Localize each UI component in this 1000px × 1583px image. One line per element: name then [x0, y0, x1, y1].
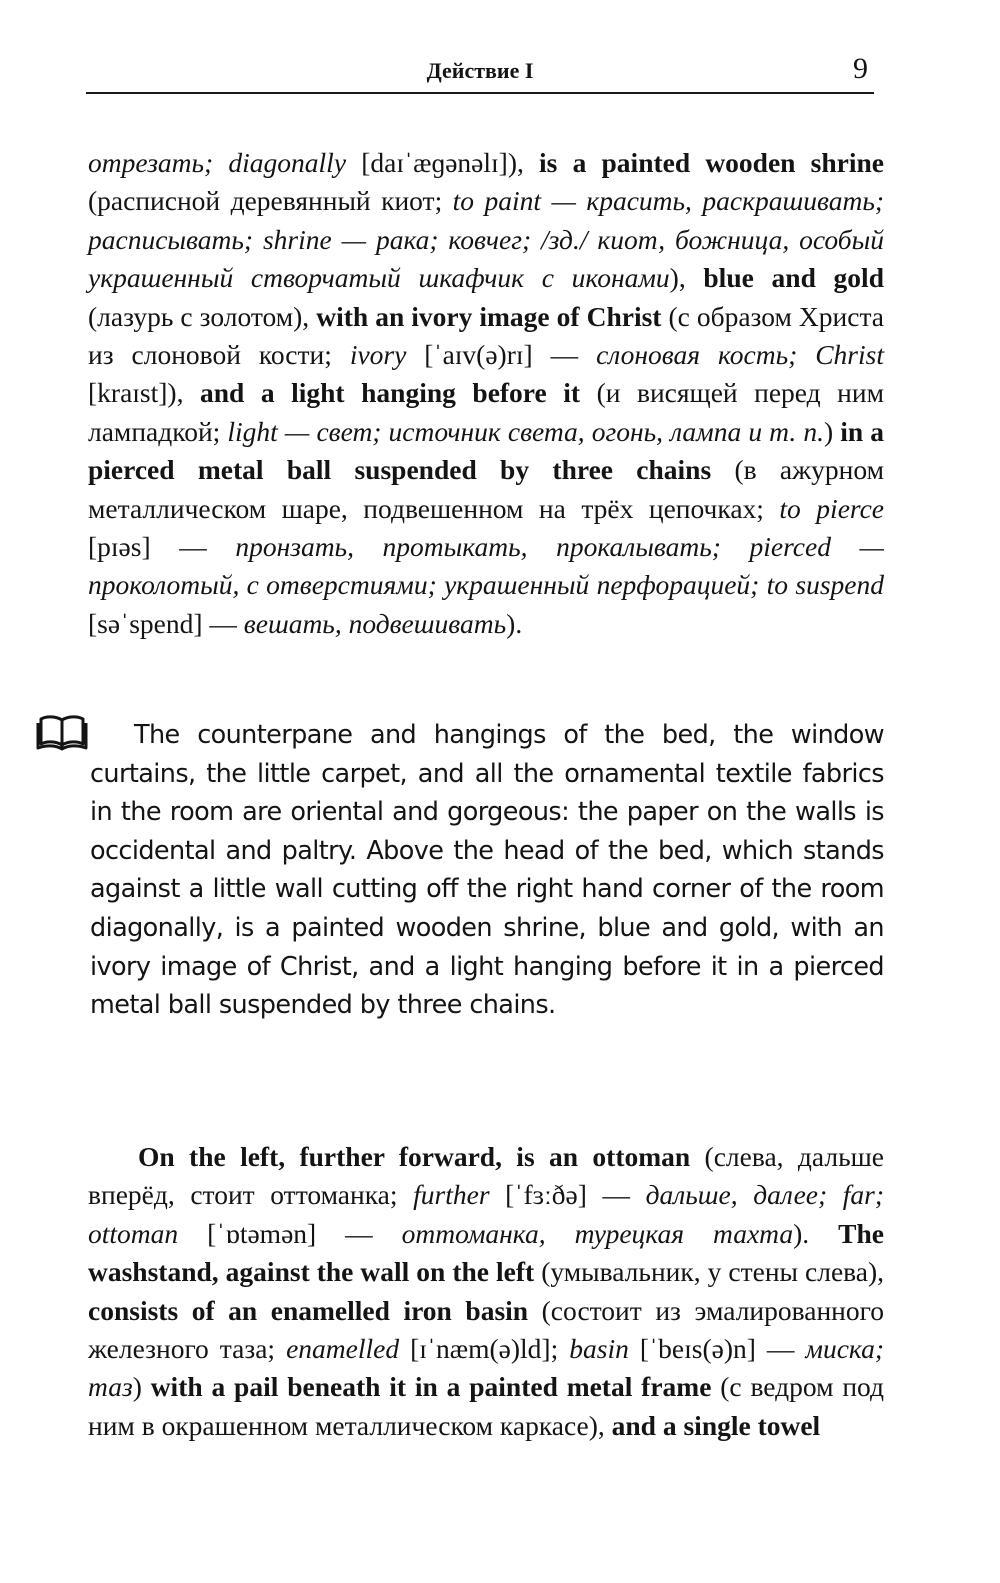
block3-run: basin	[569, 1333, 629, 1365]
page-number: 9	[853, 52, 868, 85]
block3-run: [ˈbeɪs(ə)n] —	[628, 1333, 806, 1365]
block1-run: (с образом Христа из слоновой кости;	[88, 300, 885, 371]
block1-run: [ˈaɪv(ə)rɪ] —	[406, 339, 597, 371]
block3-run: enamelled	[286, 1333, 400, 1365]
block3-run: (умывальник, у стены слева),	[534, 1256, 885, 1288]
block1-run: light — свет; источник света, огонь, лампа и т. п.	[227, 415, 824, 447]
block1-run: to paint — красить, раскрашивать; расписывать; shrine — рака; ковчег; /зд./ киот, божница, особый украшенный створчатый шкафчик с иконами	[88, 185, 884, 294]
block3-run: consists of an enamelled iron basin	[88, 1294, 529, 1326]
block1-run: blue and gold	[703, 262, 884, 294]
block1-run: ).	[506, 607, 523, 639]
commentary-paragraph-1	[88, 144, 884, 643]
block1-run: is a painted wooden shrine	[539, 147, 885, 178]
block3-run: [ɪˈnæm(ə)ld];	[399, 1333, 570, 1365]
block3-run: [ˈfɜːðə] —	[489, 1179, 646, 1211]
block1-run: (лазурь с золотом),	[88, 300, 317, 332]
block3-run: дальше, далее; far; ottoman	[88, 1179, 885, 1249]
block3-run: [ˈɒtəmən] —	[178, 1217, 402, 1249]
block3-run: and a single towel	[611, 1409, 821, 1441]
open-book-icon	[36, 712, 88, 752]
block3-run: The washstand, against the wall on the left	[88, 1217, 884, 1288]
block1-run: (расписной деревянный киот;	[88, 185, 453, 217]
block1-run: (и висящей перед ним лампадкой;	[88, 377, 885, 447]
block1-run: слоновая кость; Christ	[596, 339, 884, 371]
block3-run: (слева, дальше вперёд, стоит оттоманка;	[88, 1141, 884, 1211]
running-header	[86, 52, 874, 94]
block3-run: further	[413, 1179, 490, 1211]
commentary-paragraph-2	[88, 1138, 884, 1445]
block3-run: with a pail beneath it in a painted metal frame	[150, 1371, 712, 1403]
block1-run: отрезать; diagonally	[88, 147, 347, 178]
block1-run: [səˈspend] —	[88, 607, 244, 639]
block1-run: вешать, подвешивать	[243, 607, 507, 639]
block1-run: [daɪˈæɡənəlɪ]),	[346, 147, 540, 178]
block1-run: )	[823, 415, 841, 447]
block1-run: [pɪəs] —	[88, 531, 236, 563]
chapter-title: Действие I	[426, 58, 534, 83]
block1-run: (в ажурном металлическом шаре, подвешенном на трёх цепочках;	[88, 454, 884, 524]
block3-run: оттоманка, турецкая тахта	[401, 1217, 794, 1249]
block3-run: )	[132, 1371, 151, 1403]
block1-run: ),	[669, 262, 704, 294]
block3-run: On the left, further forward, is an ottoman	[138, 1141, 691, 1172]
block3-run: (с ведром под ним в окрашенном металлическом каркасе),	[88, 1371, 884, 1441]
block3-run: миска; таз	[88, 1333, 884, 1403]
block1-run: with an ivory image of Christ	[316, 300, 662, 332]
block1-run: [kraɪst]),	[88, 377, 200, 409]
block1-run: to pierce	[779, 492, 884, 524]
block1-run: in a pierced metal ball suspended by three chains	[88, 415, 884, 486]
block1-run: пронзать, протыкать, прокалывать; pierced — проколотый, с отверстиями; украшенный перфорацией; to suspend	[88, 531, 884, 601]
original-text-paragraph: The counterpane and hangings of the bed, the window curtains, the little carpet, and all the ornamental textile fabrics in the room are oriental and gorgeous: the paper on the walls is occidental and paltry. Above the head of the bed, which stands against a little wall cutting off the right hand corner of the room diagonally, is a painted wooden shrine, blue and gold, with an ivory image of Christ, and a light hanging before it in a pierced metal ball suspended by three chains.	[90, 720, 884, 1021]
block1-run: ivory	[349, 339, 407, 371]
block3-run: ).	[793, 1217, 839, 1249]
block1-run: and a light hanging before it	[199, 377, 581, 409]
block3-run: (состоит из эмалированного железного таза;	[88, 1294, 884, 1365]
